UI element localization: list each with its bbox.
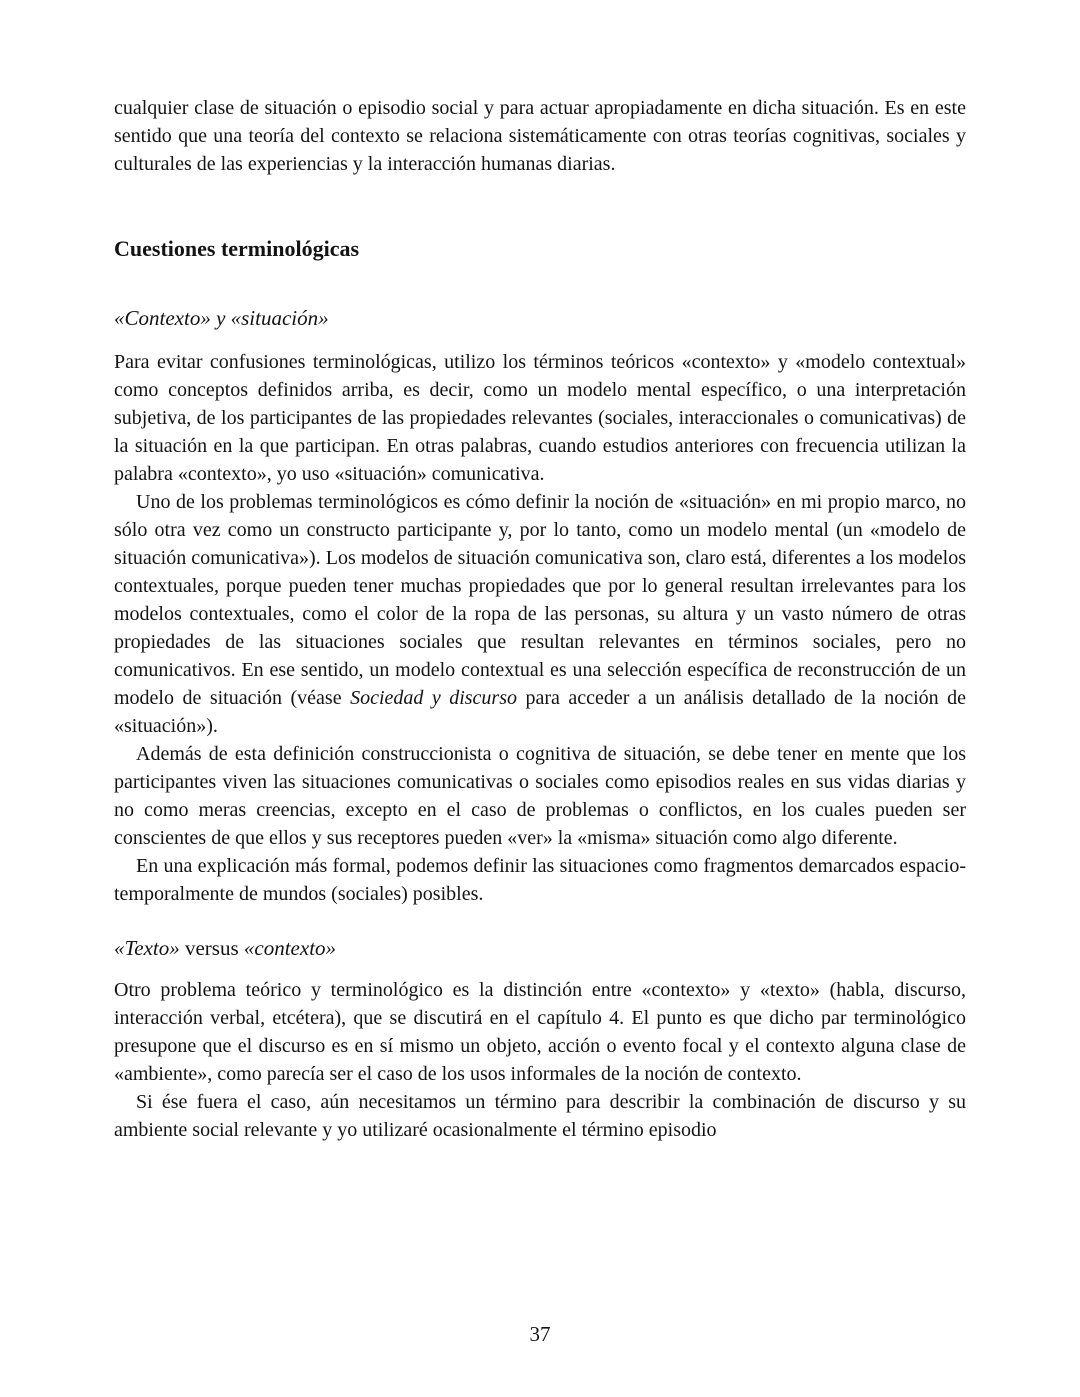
body-paragraph: Otro problema teórico y terminológico es la distinción entre «contexto» y «texto» (habla, discurso, interacción verbal, etcétera), que se discutirá en el capítulo 4. El punto es que dicho par terminológico presupone que el discurso es en sí mismo un objeto, acción o evento focal y el contexto alguna clase de «ambiente», como parecía ser el caso de los usos informales de la noción de contexto.	[114, 979, 966, 1085]
section-heading: Cuestiones terminológicas	[114, 236, 360, 261]
subsection-heading-text: «Contexto» y «situación»	[114, 306, 329, 330]
subsection-heading-contexto-situacion	[114, 304, 966, 332]
subsection-heading-text-italic: «contexto»	[243, 936, 337, 960]
body-paragraph: Además de esta definición construccionista o cognitiva de situación, se debe tener en mente que los participantes viven las situaciones comunicativas o sociales como episodios reales en sus vidas diarias y no como meras creencias, excepto en el caso de problemas o conflictos, en los cuales pueden ser conscientes de que ellos y sus receptores pueden «ver» la «misma» situación como algo diferente.	[114, 743, 966, 849]
subsection-heading-text-italic: «Texto»	[114, 936, 180, 960]
subsection-heading-text-roman: versus	[179, 936, 244, 960]
paragraph-text: Uno de los problemas terminológicos es cómo definir la noción de «situación» en mi propio marco, no sólo otra vez como un constructo participante y, por lo tanto, como un modelo mental (un «modelo de situación comunicativa»). Los modelos de situación comunicativa son, claro está, diferentes a los modelos contextuales, porque pueden tener muchas propiedades que por lo general resultan irrelevantes para los modelos contextuales, como el color de la ropa de las personas, su altura y un vasto número de otras propiedades de las situaciones sociales que resultan relevantes en términos sociales, pero no comunicativos. En ese sentido, un modelo contextual es una selección específica de reconstrucción de un modelo de situación (véase	[114, 491, 966, 709]
body-paragraph: En una explicación más formal, podemos definir las situaciones como fragmentos demarcados espacio-temporalmente de mundos (sociales) posibles.	[114, 855, 966, 905]
body-paragraph	[114, 488, 966, 740]
body-paragraph-continuation: cualquier clase de situación o episodio social y para actuar apropiadamente en dicha situación. Es en este sentido que una teoría del contexto se relaciona sistemáticamente con otras teorías cognitivas, sociales y culturales de las experiencias y la interacción humanas diarias.	[114, 97, 966, 175]
paragraph-text: para acceder a un análisis detallado de la noción de «situación»).	[114, 687, 966, 737]
book-title-italic: Sociedad y discurso	[350, 687, 517, 709]
subsection-heading-texto-contexto	[114, 934, 966, 962]
body-paragraph: Para evitar confusiones terminológicas, utilizo los términos teóricos «contexto» y «modelo contextual» como conceptos definidos arriba, es decir, como un modelo mental específico, o una interpretación subjetiva, de los participantes de las propiedades relevantes (sociales, interaccionales o comunicativas) de la situación en la que participan. En otras palabras, cuando estudios anteriores con frecuencia utilizan la palabra «contexto», yo uso «situación» comunicativa.	[114, 351, 966, 485]
page-number: 37	[529, 1322, 551, 1346]
body-paragraph: Si ése fuera el caso, aún necesitamos un término para describir la combinación de discurso y su ambiente social relevante y yo utilizaré ocasionalmente el término episodio	[114, 1091, 966, 1141]
